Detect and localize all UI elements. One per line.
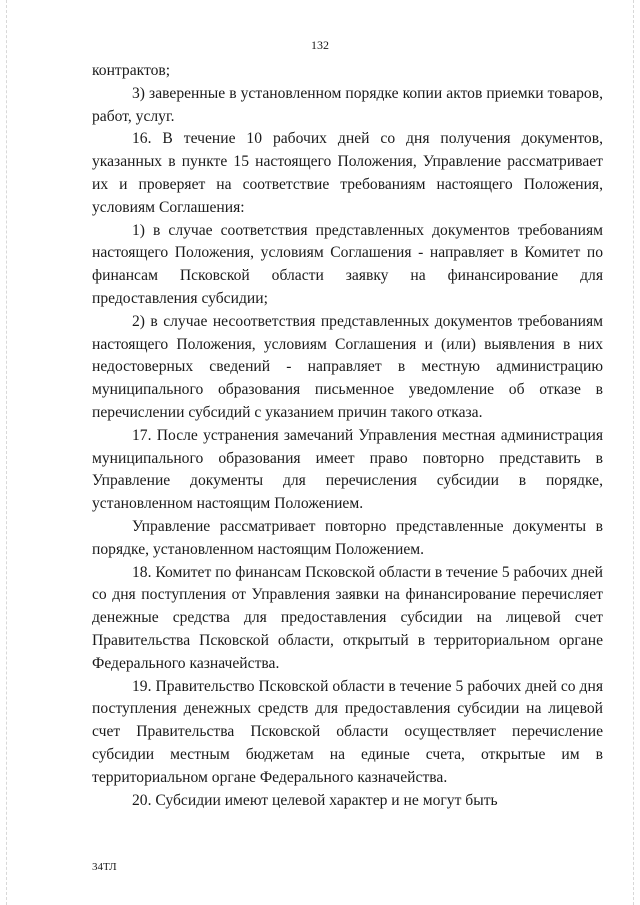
scan-edge-right: [633, 0, 634, 905]
scan-edge-left: [6, 0, 7, 905]
paragraph-clause-18: 18. Комитет по финансам Псковской области в течение 5 рабочих дней со дня поступления от Управления заявки на финансирование перечисляет денежные средства для предоставления субсидии на лицевой счет Правительства Псковской области, открытый в территориальном органе Федерального казначейства.: [92, 563, 603, 672]
paragraph-clause-17-continued: Управление рассматривает повторно представленные документы в порядке, установленном настоящим Положением.: [92, 517, 603, 558]
paragraph-clause-19: 19. Правительство Псковской области в течение 5 рабочих дней со дня поступления денежных средств для предоставления субсидии на лицевой счет Правительства Псковской области осуществляет перечисление субсидии местным бюджетам на единые счета, открытые им в территориальном органе Федерального казначейства.: [92, 677, 603, 786]
document-body: [92, 60, 603, 812]
document-code: 34ТЛ: [92, 861, 117, 873]
paragraph-clause-16-item-2: 2) в случае несоответствия представленных документов требованиям настоящего Положения, условиям Соглашения и (или) выявления в них недостоверных сведений - направляет в местную администрацию муниципального образования письменное уведомление об отказе в перечислении субсидий с указанием причин такого отказа.: [92, 312, 603, 421]
paragraph-continuation: контрактов;: [92, 62, 171, 79]
paragraph-clause-17: 17. После устранения замечаний Управления местная администрация муниципального образования имеет право повторно представить в Управление документы для перечисления субсидии в порядке, установленном настоящим Положением.: [92, 426, 603, 513]
page-number: 132: [311, 38, 329, 52]
paragraph-item-3: 3) заверенные в установленном порядке копии актов приемки товаров, работ, услуг.: [92, 84, 603, 125]
paragraph-clause-16: 16. В течение 10 рабочих дней со дня получения документов, указанных в пункте 15 настоящего Положения, Управление рассматривает их и проверяет на соответствие требованиям настоящего Положения, условиям Соглашения:: [92, 130, 603, 216]
paragraph-clause-20: 20. Субсидии имеют целевой характер и не могут быть: [132, 791, 498, 809]
paragraph-clause-16-item-1: 1) в случае соответствия представленных документов требованиям настоящего Положения, условиям Соглашения - направляет в Комитет по финансам Псковской области заявку на финансирование для предоставления субсидии;: [92, 221, 603, 307]
